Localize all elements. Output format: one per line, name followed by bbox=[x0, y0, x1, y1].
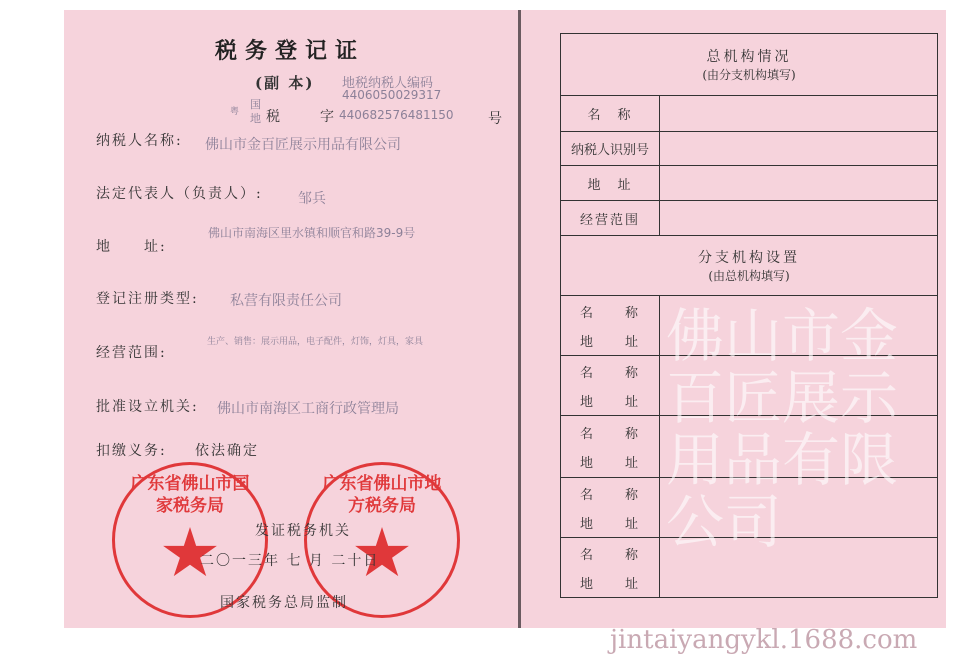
prefix-guo: 国 bbox=[250, 98, 261, 111]
branch-labels: 名 称 地 址 bbox=[561, 538, 660, 598]
legal-rep: 邹兵 bbox=[298, 191, 326, 207]
registration-type: 私营有限责任公司 bbox=[230, 293, 342, 309]
taxpayer-name: 佛山市金百匠展示用品有限公司 bbox=[205, 137, 401, 153]
hq-address-cell bbox=[660, 166, 938, 201]
zi-word: 字 bbox=[320, 109, 336, 125]
certificate-title: 税务登记证 bbox=[215, 38, 366, 64]
hq-header: 总机构情况 (由分支机构填写) bbox=[561, 34, 938, 96]
local-tax-code-label: 地税纳税人编码 bbox=[342, 76, 434, 91]
withholding: 依法确定 bbox=[195, 443, 259, 459]
branch-labels: 名 称 地 址 bbox=[561, 416, 660, 478]
branch-header: 分支机构设置 (由总机构填写) bbox=[561, 236, 938, 296]
branch-labels: 名 称 地 址 bbox=[561, 296, 660, 356]
issue-date: 二〇一三年 七 月 二十日 bbox=[200, 553, 380, 569]
hq-id-cell bbox=[660, 132, 938, 166]
field-label-scope: 经营范围: bbox=[96, 345, 167, 361]
hao-word: 号 bbox=[488, 111, 504, 127]
site-watermark: jintaiyangykl.1688.com bbox=[610, 625, 918, 655]
field-label-address: 地 址: bbox=[96, 239, 167, 255]
hq-row-label: 纳税人识别号 bbox=[561, 132, 660, 166]
page-fold bbox=[518, 10, 521, 628]
stamp-text: 广东省佛山市国家税务局 bbox=[130, 474, 250, 516]
hq-row-label: 地 址 bbox=[561, 166, 660, 201]
business-scope: 生产、销售：展示用品，电子配件，灯饰，灯具，家具 bbox=[207, 337, 424, 347]
hq-row-label: 经营范围 bbox=[561, 201, 660, 236]
hq-scope-cell bbox=[660, 201, 938, 236]
branch-labels: 名 称 地 址 bbox=[561, 356, 660, 416]
hq-name-cell bbox=[660, 96, 938, 132]
local-tax-code: 4406050029317 bbox=[342, 88, 442, 102]
field-label-rep: 法定代表人（负责人）: bbox=[96, 186, 263, 202]
stamp-text: 广东省佛山市地方税务局 bbox=[322, 474, 442, 516]
approving-authority: 佛山市南海区工商行政管理局 bbox=[217, 401, 399, 417]
prefix-province: 粤 bbox=[230, 107, 240, 117]
prefix-di: 地 bbox=[250, 112, 261, 125]
issuer-label: 发证税务机关 bbox=[255, 523, 351, 539]
copy-label: (副 本) bbox=[255, 74, 315, 92]
branch-labels: 名 称 地 址 bbox=[561, 478, 660, 538]
footer-supervisor: 国家税务总局监制 bbox=[220, 595, 348, 611]
address: 佛山市南海区里水镇和顺官和路39-9号 bbox=[208, 226, 416, 240]
field-label-type: 登记注册类型: bbox=[96, 291, 199, 307]
field-label-approver: 批准设立机关: bbox=[96, 399, 199, 415]
company-watermark: 佛山市金百匠展示用品有限公司 bbox=[666, 302, 899, 556]
field-label-withholding: 扣缴义务: bbox=[96, 443, 167, 459]
field-label-name: 纳税人名称: bbox=[96, 133, 183, 149]
hq-row-label: 名 称 bbox=[561, 96, 660, 132]
tax-number: 440682576481150 bbox=[339, 108, 454, 122]
tax-word: 税 bbox=[266, 109, 282, 125]
